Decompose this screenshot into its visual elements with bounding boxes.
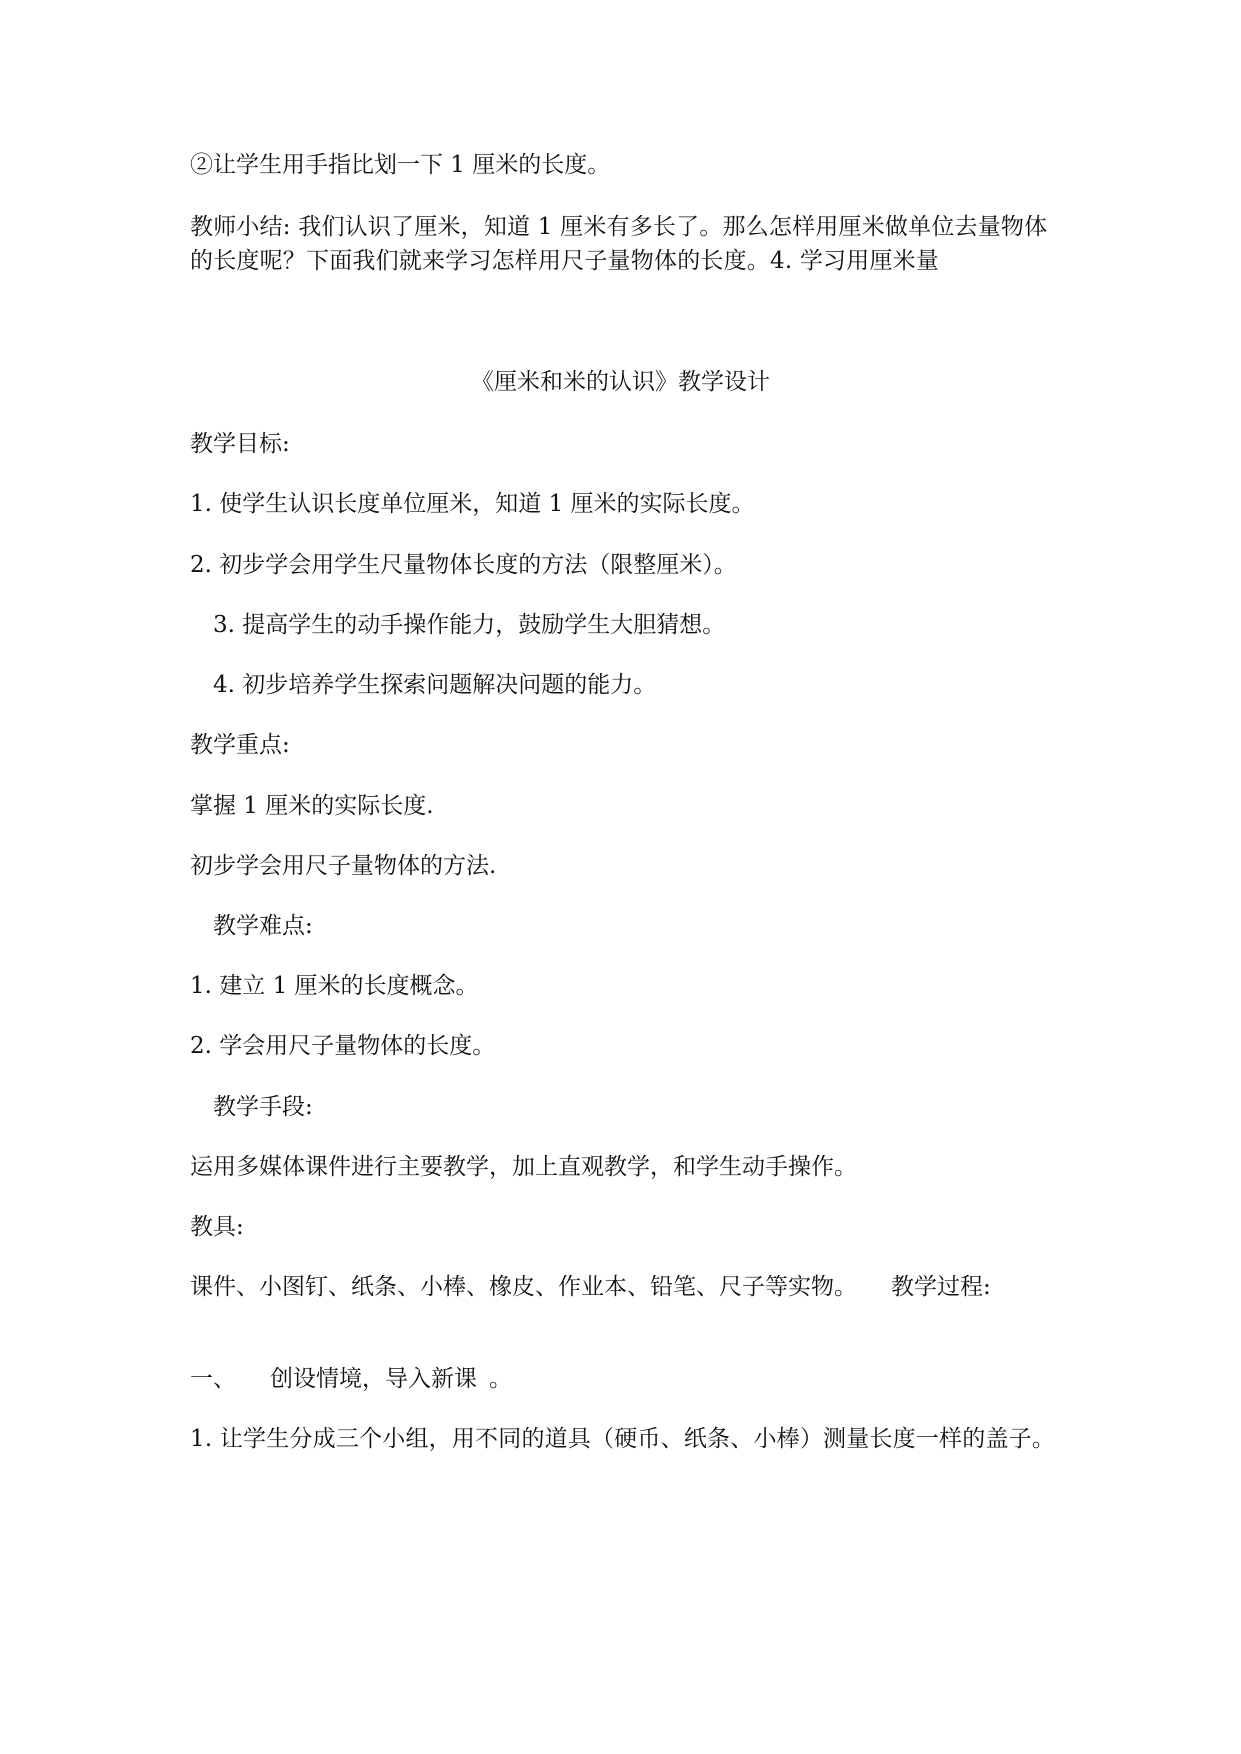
section-heading-one	[190, 1362, 512, 1396]
section-number: 一、	[190, 1366, 236, 1392]
teaching-aids-text	[190, 1270, 991, 1304]
section-title-punct: 。	[489, 1366, 512, 1392]
teaching-methods-text: 运用多媒体课件进行主要教学，加上直观教学，和学生动手操作。	[190, 1154, 857, 1180]
text-line-finger-gesture: ②让学生用手指比划一下 1 厘米的长度。	[190, 152, 611, 178]
heading-teaching-key-points: 教学重点:	[190, 732, 290, 758]
heading-teaching-methods: 教学手段:	[213, 1094, 313, 1120]
heading-teaching-aids: 教具:	[190, 1214, 244, 1240]
objective-item-3: 3. 提高学生的动手操作能力，鼓励学生大胆猜想。	[213, 612, 726, 638]
heading-teaching-process: 教学过程:	[891, 1274, 991, 1300]
objective-item-2: 2. 初步学会用学生尺量物体长度的方法（限整厘米）。	[190, 552, 737, 578]
objective-item-4: 4. 初步培养学生探索问题解决问题的能力。	[213, 672, 657, 698]
heading-teaching-objectives: 教学目标:	[190, 431, 290, 457]
text-paragraph-teacher-summary: 教师小结: 我们认识了厘米，知道 1 厘米有多长了。那么怎样用厘米做单位去量物体的长度呢？下面我们就来学习怎样用尺子量物体的长度。4. 学习用厘米量	[190, 214, 1048, 274]
objective-item-1: 1. 使学生认识长度单位厘米，知道 1 厘米的实际长度。	[190, 491, 755, 517]
difficulty-item-2: 2. 学会用尺子量物体的长度。	[190, 1033, 496, 1059]
section-title: 创设情境，导入新课	[270, 1366, 477, 1392]
document-title: 《厘米和米的认识》教学设计	[471, 369, 770, 395]
difficulty-item-1: 1. 建立 1 厘米的长度概念。	[190, 973, 479, 999]
key-point-item-1: 掌握 1 厘米的实际长度.	[190, 793, 434, 819]
section-one-item-1: 1. 让学生分成三个小组，用不同的道具（硬币、纸条、小棒）测量长度一样的盖子。	[190, 1426, 1056, 1452]
key-point-item-2: 初步学会用尺子量物体的方法.	[190, 853, 497, 879]
heading-teaching-difficulties: 教学难点:	[213, 913, 313, 939]
teaching-aids-list: 课件、小图钉、纸条、小棒、橡皮、作业本、铅笔、尺子等实物。	[190, 1274, 857, 1300]
